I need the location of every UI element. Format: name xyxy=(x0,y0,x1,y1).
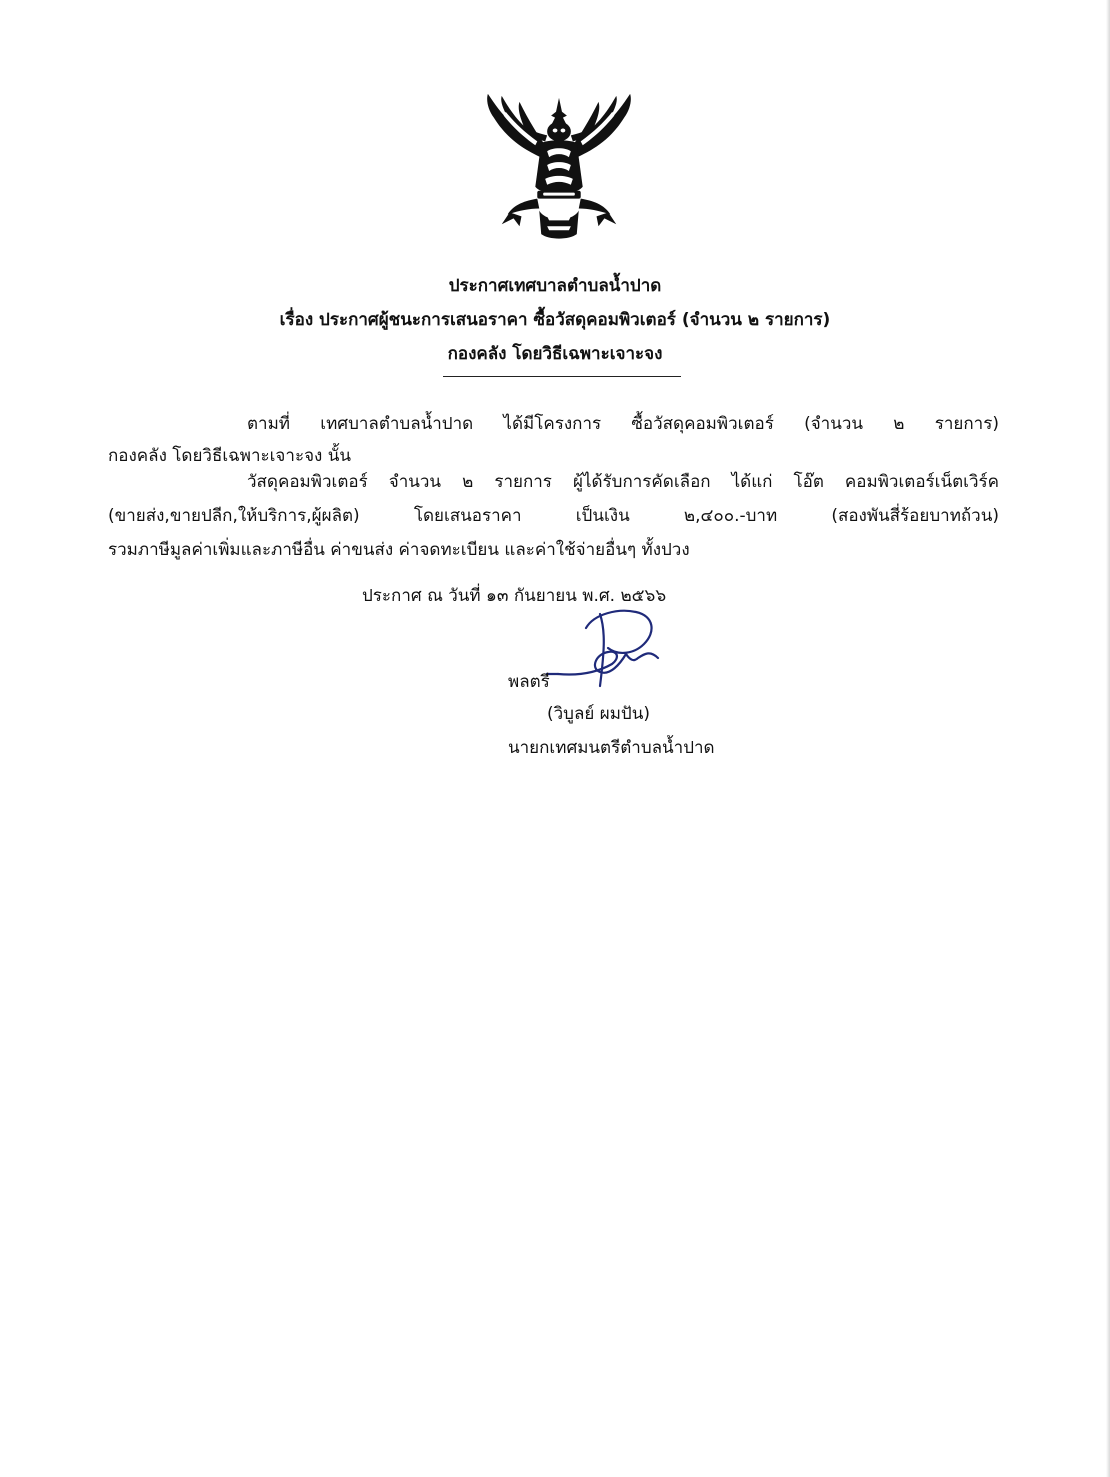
paragraph-2-line-3: รวมภาษีมูลค่าเพิ่มและภาษีอื่น ค่าขนส่ง ค่าจดทะเบียน และค่าใช้จ่ายอื่นๆ ทั้งปวง xyxy=(108,540,690,560)
handwritten-signature-icon xyxy=(546,606,668,690)
paragraph-1-line-2: กองคลัง โดยวิธีเฉพาะเจาะจง นั้น xyxy=(108,446,351,466)
announcement-date: ประกาศ ณ วันที่ ๑๓ กันยายน พ.ศ. ๒๕๖๖ xyxy=(362,586,667,606)
signatory-rank: พลตรี xyxy=(508,672,550,692)
paragraph-2-line-2: (ขายส่ง,ขายปลีก,ให้บริการ,ผู้ผลิต) โดยเสนอราคา เป็นเงิน ๒,๔๐๐.-บาท (สองพันสี่ร้อยบาทถ้วน) xyxy=(108,506,999,526)
paragraph-2-line-1: วัสดุคอมพิวเตอร์ จำนวน ๒ รายการ ผู้ได้รับการคัดเลือก ได้แก่ โอ๊ต คอมพิวเตอร์เน็ตเวิร์ค xyxy=(247,472,999,492)
document-title: ประกาศเทศบาลตำบลน้ำปาด xyxy=(448,276,662,296)
page-edge-shadow xyxy=(1106,0,1110,1477)
title-divider xyxy=(443,376,681,377)
signatory-name: (วิบูลย์ ผมปัน) xyxy=(547,704,650,724)
document-subtitle: กองคลัง โดยวิธีเฉพาะเจาะจง xyxy=(447,344,663,364)
paragraph-1-line-1: ตามที่ เทศบาลตำบลน้ำปาด ได้มีโครงการ ซื้อวัสดุคอมพิวเตอร์ (จำนวน ๒ รายการ) xyxy=(247,414,999,434)
signatory-position: นายกเทศมนตรีตำบลน้ำปาด xyxy=(508,738,715,758)
document-subject: เรื่อง ประกาศผู้ชนะการเสนอราคา ซื้อวัสดุคอมพิวเตอร์ (จำนวน ๒ รายการ) xyxy=(279,310,831,330)
garuda-emblem-icon xyxy=(480,88,638,246)
